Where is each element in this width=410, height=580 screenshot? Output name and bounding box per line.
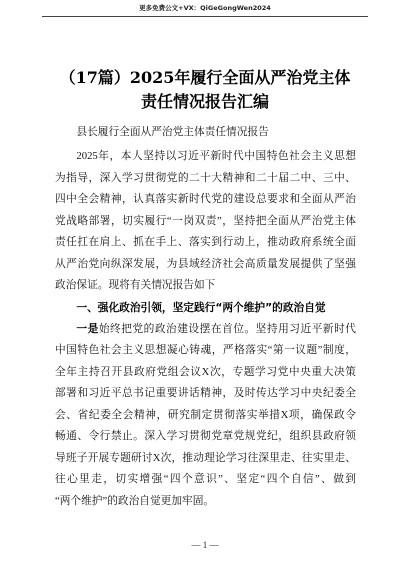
paragraph-line: 从严治党向纵深发展，为县域经济社会高质量发展提供了坚强: [55, 257, 356, 270]
header-divider: [42, 16, 368, 17]
page-number: — 1 —: [191, 540, 219, 550]
paragraph-line: 党战略部署，切实履行“一岗双责”，坚持把全面从严治党主体: [55, 214, 356, 227]
intro-paragraph: [55, 146, 356, 297]
paragraph-line: 往心里走，切实增强“四个意识”、坚定“四个自信”、做到: [55, 473, 356, 486]
promo-header-text: 更多免费公文+VX：QiGeGongWen2024: [139, 4, 271, 12]
paragraph-line: 导班子开展专题研讨X次，推动理论学习往深里走、往实里走、: [55, 451, 356, 464]
report-subtitle: 县长履行全面从严治党主体责任情况报告: [76, 126, 269, 139]
paragraph-line: “两个维护”的政治自觉更加牢固。: [55, 494, 215, 507]
paragraph-line: 中国特色社会主义思想凝心铸魂，严格落实“第一议题”制度，: [55, 344, 356, 357]
paragraph-line: 为指导，深入学习贯彻党的二十大精神和二十届二中、三中、: [55, 171, 356, 184]
paragraph-line: 2025年，本人坚持以习近平新时代中国特色社会主义思想: [76, 150, 356, 163]
title-line: （17篇）2025年履行全面从严治党主体: [59, 68, 351, 87]
paragraph-line: 部署和习近平总书记重要讲话精神，及时传达学习中央纪委全: [55, 387, 356, 400]
section-heading: 一、强化政治引领，坚定践行“两个维护”的政治自觉: [76, 301, 326, 315]
title-line: 责任情况报告汇编: [140, 92, 269, 111]
paragraph-line: 全年主持召开县政府党组会议X次，专题学习党中央重大决策: [55, 365, 356, 378]
lead-in-label: 一是: [76, 322, 99, 335]
document-title: [0, 66, 410, 114]
paragraph-line: [55, 319, 356, 341]
paragraph-line-text: 始终把党的政治建设摆在首位。坚持用习近平新时代: [98, 322, 356, 335]
paragraph-line: 四中全会精神，认真落实新时代党的建设总要求和全面从严治: [55, 193, 356, 206]
paragraph-line: 畅通、令行禁止。深入学习贯彻党章党规党纪，组织县政府领: [55, 430, 356, 443]
document-body: [55, 146, 356, 512]
paragraph-line: 责任扛在肩上、抓在手上、落实到行动上，推动政府系统全面: [55, 236, 356, 249]
section-paragraph: [55, 319, 356, 513]
paragraph-line: 政治保证。现将有关情况报告如下: [55, 279, 216, 292]
paragraph-line: 会、省纪委全会精神，研究制定贯彻落实举措X项，确保政令: [55, 408, 356, 421]
